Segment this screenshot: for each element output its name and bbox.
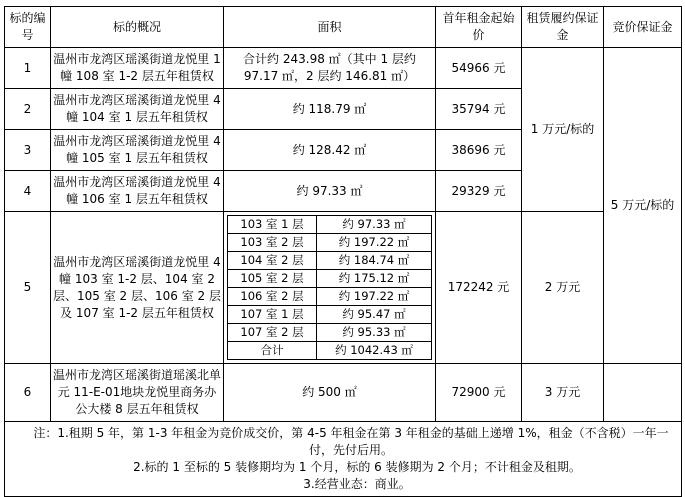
cell-bid-deposit: 5 万元/标的: [604, 48, 682, 364]
cell-no: 6: [5, 364, 51, 422]
cell-no: 4: [5, 171, 51, 212]
header-cell-no: 标的编号: [5, 7, 51, 48]
area-breakdown-key: 107 室 1 层: [228, 306, 317, 324]
area-breakdown-value: 约 97.33 ㎡: [317, 216, 432, 234]
cell-area: 约 128.42 ㎡: [224, 130, 436, 171]
area-breakdown-value: 约 1042.43 ㎡: [317, 342, 432, 360]
area-breakdown-row-total: [228, 342, 432, 360]
lease-listing-table: [4, 6, 682, 497]
cell-area: 合计约 243.98 ㎡（其中 1 层约 97.17 ㎡，2 层约 146.81 ㎡）: [224, 48, 436, 89]
cell-desc: 温州市龙湾区瑶溪街道龙悦里 1幢 108 室 1-2 层五年租赁权: [51, 48, 224, 89]
area-breakdown-row: [228, 324, 432, 342]
area-breakdown-key: 合计: [228, 342, 317, 360]
area-breakdown-key: 105 室 2 层: [228, 270, 317, 288]
cell-price: 54966 元: [436, 48, 522, 89]
area-breakdown-value: 约 175.12 ㎡: [317, 270, 432, 288]
area-breakdown-key: 104 室 2 层: [228, 252, 317, 270]
cell-desc: 温州市龙湾区瑶溪街道龙悦里 4幢 105 室 1 层五年租赁权: [51, 130, 224, 171]
area-breakdown-row: [228, 306, 432, 324]
cell-area: 约 500 ㎡: [224, 364, 436, 422]
area-breakdown-key: 103 室 2 层: [228, 234, 317, 252]
cell-lease-deposit: 3 万元: [522, 364, 604, 422]
table-row: [5, 212, 682, 364]
area-breakdown-value: 约 95.33 ㎡: [317, 324, 432, 342]
area-breakdown-row: [228, 270, 432, 288]
cell-price: 172242 元: [436, 212, 522, 364]
cell-area-breakdown: [224, 212, 436, 364]
cell-area: 约 97.33 ㎡: [224, 171, 436, 212]
header-cell-desc: 标的概况: [51, 7, 224, 48]
cell-no: 1: [5, 48, 51, 89]
cell-price: 29329 元: [436, 171, 522, 212]
cell-desc: 温州市龙湾区瑶溪街道龙悦里 4幢 104 室 1 层五年租赁权: [51, 89, 224, 130]
cell-price: 35794 元: [436, 89, 522, 130]
area-breakdown-value: 约 197.22 ㎡: [317, 288, 432, 306]
cell-price: 72900 元: [436, 364, 522, 422]
area-breakdown-row: [228, 288, 432, 306]
area-breakdown-value: 约 184.74 ㎡: [317, 252, 432, 270]
cell-desc: 温州市龙湾区瑶溪街道瑶溪北单元 11-E-01地块龙悦里商务办公大楼 8 层五年租赁权: [51, 364, 224, 422]
cell-price: 38696 元: [436, 130, 522, 171]
cell-no: 3: [5, 130, 51, 171]
area-breakdown-table: [227, 215, 432, 360]
table-row: [5, 48, 682, 89]
cell-lease-deposit: 1 万元/标的: [522, 48, 604, 212]
cell-desc: 温州市龙湾区瑶溪街道龙悦里 4幢 106 室 1 层五年租赁权: [51, 171, 224, 212]
cell-bid-deposit: [604, 364, 682, 422]
area-breakdown-key: 107 室 2 层: [228, 324, 317, 342]
area-breakdown-key: 103 室 1 层: [228, 216, 317, 234]
area-breakdown-value: 约 95.47 ㎡: [317, 306, 432, 324]
area-breakdown-row: [228, 234, 432, 252]
area-breakdown-row: [228, 216, 432, 234]
header-cell-area: 面积: [224, 7, 436, 48]
area-breakdown-key: 106 室 2 层: [228, 288, 317, 306]
header-cell-lease-deposit: 租赁履约保证金: [522, 7, 604, 48]
header-cell-bid-deposit: 竞价保证金: [604, 7, 682, 48]
cell-area: 约 118.79 ㎡: [224, 89, 436, 130]
note-item: 2.标的 1 至标的 5 装修期均为 1 个月，标的 6 装修期为 2 个月；不计租金及租期。: [133, 460, 581, 474]
table-row: [5, 364, 682, 422]
notes-row: [5, 422, 682, 497]
note-item: 注：1.租期 5 年，第 1-3 年租金为竞价成交价，第 4-5 年租金在第 3 年租金的基础上递增 1%，租金（不含税）一年一付，先付后用。: [33, 426, 669, 457]
table-header-row: [5, 7, 682, 48]
cell-desc: 温州市龙湾区瑶溪街道龙悦里 4幢 103 室 1-2 层、104 室 2 层、105 室 2 层、106 室 2 层及 107 室 1-2 层五年租赁权: [51, 212, 224, 364]
cell-lease-deposit: 2 万元: [522, 212, 604, 364]
area-breakdown-value: 约 197.22 ㎡: [317, 234, 432, 252]
cell-no: 2: [5, 89, 51, 130]
header-cell-first-year-price: 首年租金起始价: [436, 7, 522, 48]
area-breakdown-row: [228, 252, 432, 270]
cell-no: 5: [5, 212, 51, 364]
notes-cell: [5, 422, 682, 497]
note-item: 3.经营业态：商业。: [303, 477, 411, 491]
